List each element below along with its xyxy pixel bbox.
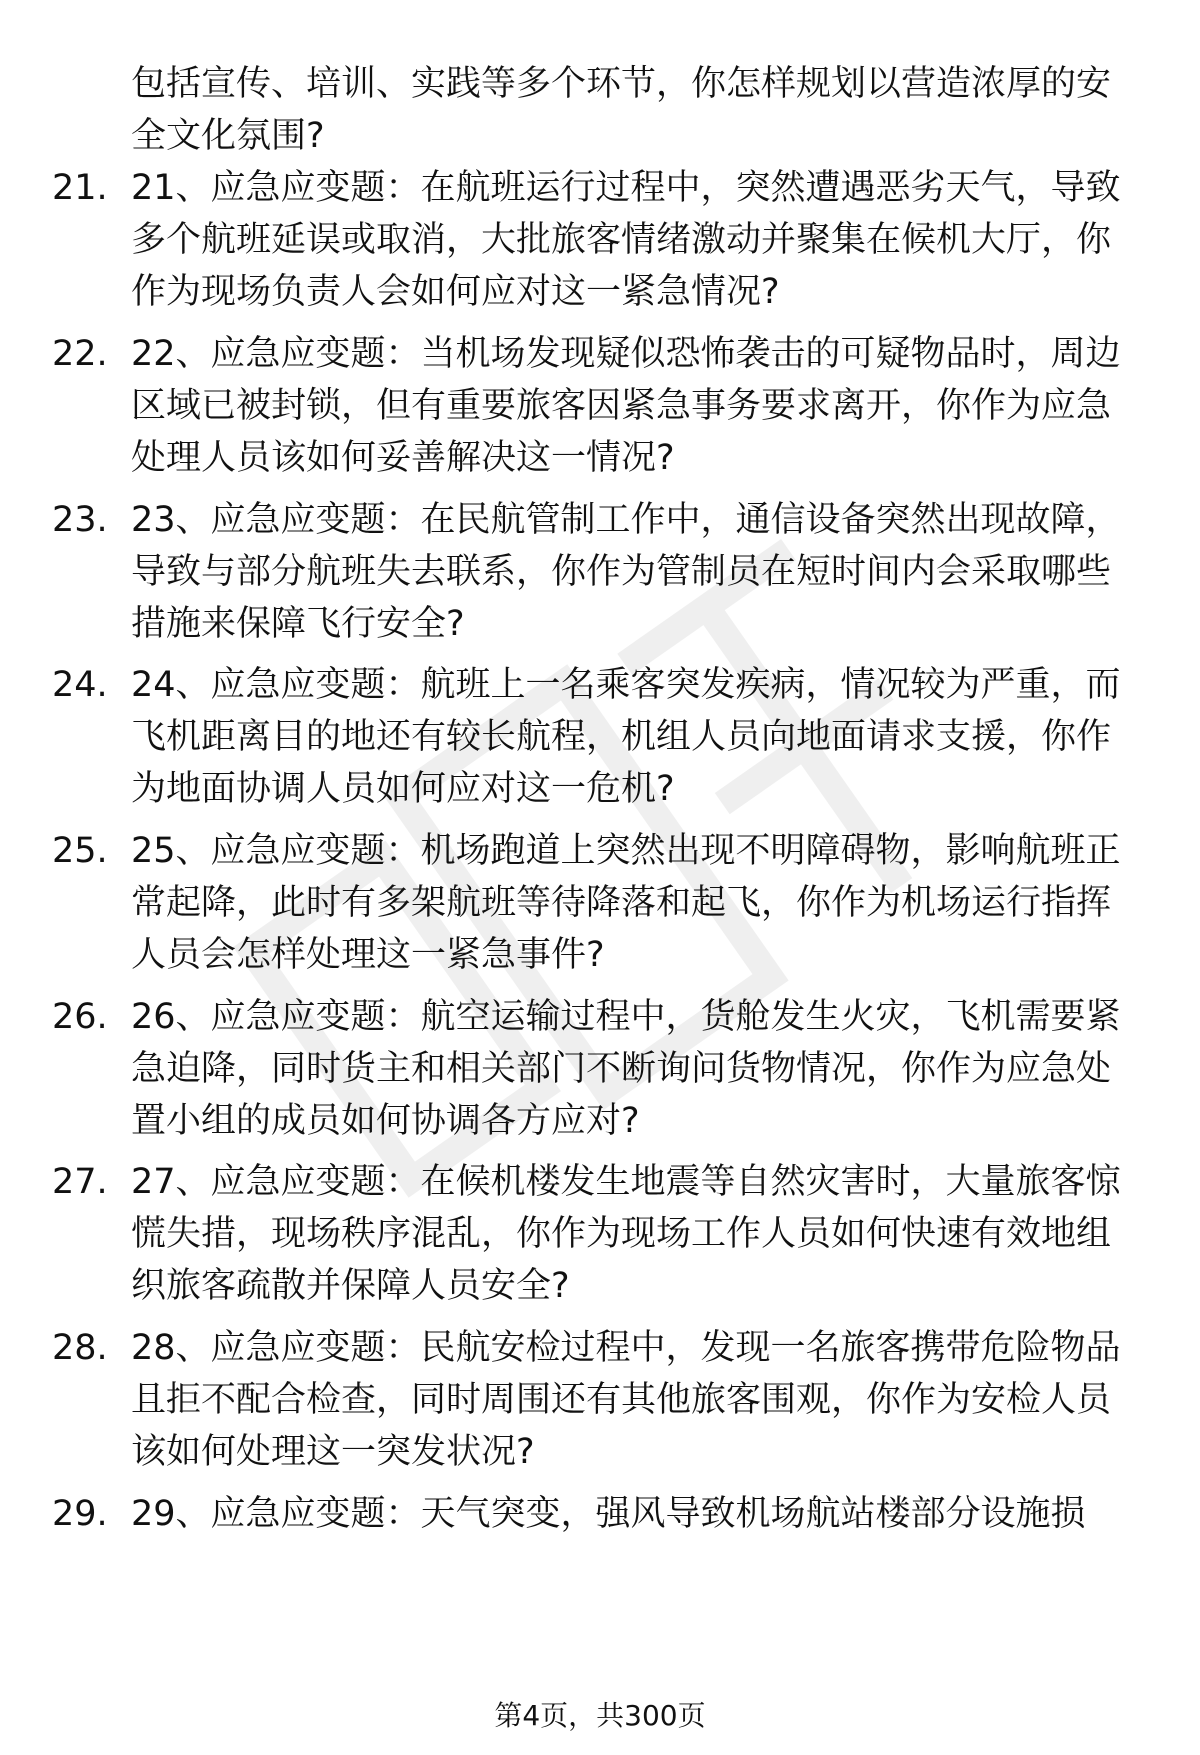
- question-number: 22.: [52, 334, 108, 374]
- question-text: 29、应急应变题：天气突变，强风导致机场航站楼部分设施损: [131, 1494, 1086, 1534]
- question-text: 23、应急应变题：在民航管制工作中，通信设备突然出现故障，导致与部分航班失去联系，你作为管制员在短时间内会采取哪些措施来保障飞行安全?: [131, 500, 1121, 644]
- question-number: 26.: [52, 997, 108, 1037]
- question-text: 24、应急应变题：航班上一名乘客突发疾病，情况较为严重，而飞机距离目的地还有较长航程，机组人员向地面请求支援，你作为地面协调人员如何应对这一危机?: [131, 665, 1121, 809]
- question-number: 28.: [52, 1328, 108, 1368]
- page-footer: 第4页，共300页: [494, 1699, 706, 1732]
- question-text: 22、应急应变题：当机场发现疑似恐怖袭击的可疑物品时，周边区域已被封锁，但有重要旅客因紧急事务要求离开，你作为应急处理人员该如何妥善解决这一情况?: [131, 334, 1121, 478]
- question-text: 25、应急应变题：机场跑道上突然出现不明障碍物，影响航班正常起降，此时有多架航班等待降落和起飞，你作为机场运行指挥人员会怎样处理这一紧急事件?: [131, 831, 1121, 975]
- continuation-text: 包括宣传、培训、实践等多个环节，你怎样规划以营造浓厚的安全文化氛围?: [131, 64, 1112, 156]
- question-number: 21.: [52, 168, 108, 208]
- question-number: 27.: [52, 1162, 108, 1202]
- question-number: 23.: [52, 500, 108, 540]
- question-text: 28、应急应变题：民航安检过程中，发现一名旅客携带危险物品且拒不配合检查，同时周围还有其他旅客围观，你作为安检人员该如何处理这一突发状况?: [131, 1328, 1121, 1472]
- question-text: 21、应急应变题：在航班运行过程中，突然遭遇恶劣天气，导致多个航班延误或取消，大批旅客情绪激动并聚集在候机大厅，你作为现场负责人会如何应对这一紧急情况?: [131, 168, 1121, 312]
- question-number: 25.: [52, 831, 108, 871]
- question-text: 27、应急应变题：在候机楼发生地震等自然灾害时，大量旅客惊慌失措，现场秩序混乱，你作为现场工作人员如何快速有效地组织旅客疏散并保障人员安全?: [131, 1162, 1121, 1306]
- question-number: 24.: [52, 665, 108, 705]
- question-text: 26、应急应变题：航空运输过程中，货舱发生火灾，飞机需要紧急迫降，同时货主和相关部门不断询问货物情况，你作为应急处置小组的成员如何协调各方应对?: [131, 997, 1121, 1141]
- question-number: 29.: [52, 1494, 108, 1534]
